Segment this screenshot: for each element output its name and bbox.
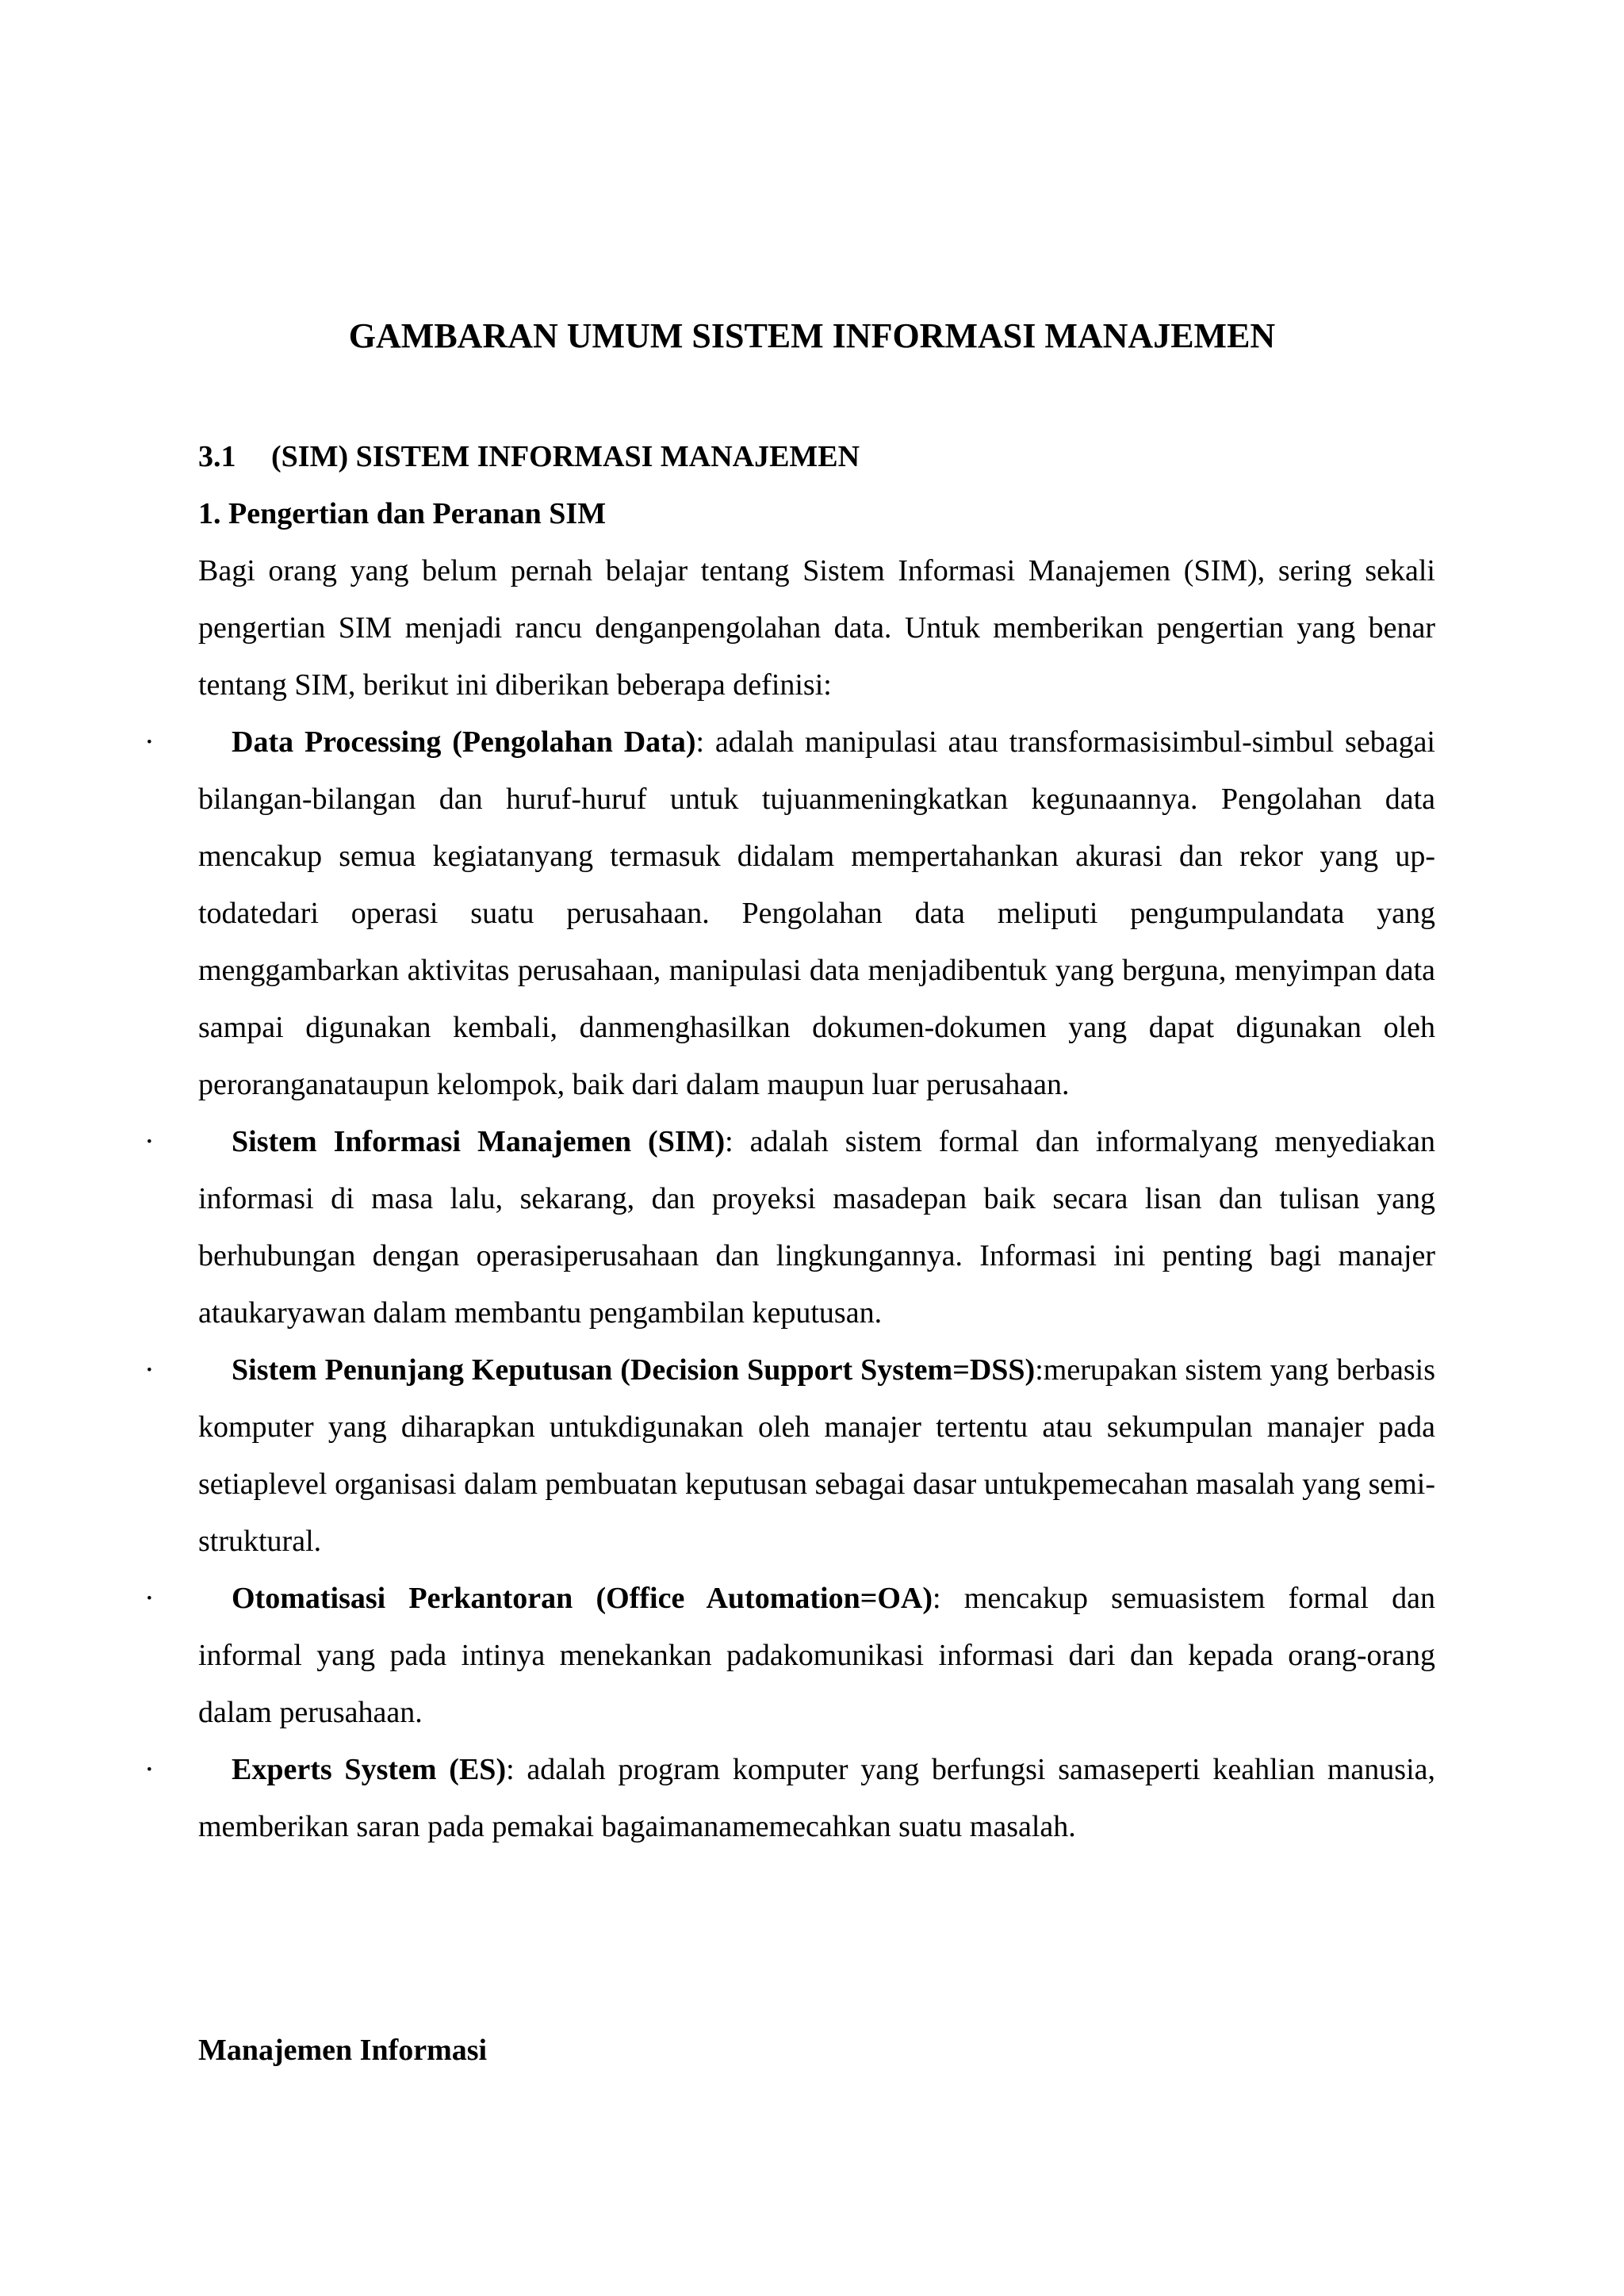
bullet-marker: ·: [144, 1353, 155, 1387]
definition-term: Data Processing (Pengolahan Data): [232, 725, 696, 759]
definition-item-es: [144, 1741, 1435, 1855]
definition-term: Otomatisasi Perkantoran (Office Automation=OA): [232, 1582, 933, 1615]
subsection-heading: 1. Pengertian dan Peranan SIM: [198, 497, 607, 530]
definition-term: Sistem Informasi Manajemen (SIM): [232, 1125, 726, 1158]
document-body: [144, 542, 1436, 1855]
definition-text: : adalah program komputer yang berfungsi samaseperti keahlian manusia, memberikan saran pada pemakai bagaimanamemecahkan suatu masalah.: [198, 1753, 1435, 1843]
definition-list: [144, 714, 1436, 1855]
bullet-marker: ·: [144, 1582, 155, 1615]
definition-text: :merupakan sistem yang berbasis komputer yang diharapkan untukdigunakan oleh manajer tertentu atau sekumpulan manajer pada setiaplevel organisasi dalam pembuatan keputusan sebagai dasar untukpemecahan masalah yang semi-struktural.: [198, 1353, 1436, 1558]
section-heading: [198, 428, 860, 485]
definition-term: Experts System (ES): [232, 1753, 507, 1786]
definition-text: : adalah manipulasi atau transformasisimbul-simbul sebagai bilangan-bilangan dan huruf-huruf untuk tujuanmeningkatkan kegunaannya. Pengolahan data mencakup semua kegiatanyang termasuk didalam mempertahankan akurasi dan rekor yang up-todatedari operasi suatu perusahaan. Pengolahan data meliputi pengumpulandata yang menggambarkan aktivitas perusahaan, manipulasi data menjadibentuk yang berguna, menyimpan data sampai digunakan kembali, danmenghasilkan dokumen-dokumen yang dapat digunakan oleh peroranganataupun kelompok, baik dari dalam maupun luar perusahaan.: [198, 725, 1435, 1101]
definition-item-data-processing: [144, 714, 1435, 1113]
section-number: 3.1: [198, 440, 236, 473]
bullet-marker: ·: [144, 1125, 155, 1158]
bullet-marker: ·: [144, 1753, 155, 1786]
definition-item-sim: [144, 1113, 1435, 1341]
definition-term: Sistem Penunjang Keputusan (Decision Support System=DSS): [232, 1353, 1036, 1387]
definition-text: : mencakup semuasistem formal dan informal yang pada intinya menekankan padakomunikasi informasi dari dan kepada orang-orang dalam perusahaan.: [198, 1582, 1435, 1729]
intro-paragraph: Bagi orang yang belum pernah belajar tentang Sistem Informasi Manajemen (SIM), sering sekali pengertian SIM menjadi rancu denganpengolahan data. Untuk memberikan pengertian yang benar tentang SIM, berikut ini diberikan beberapa definisi:: [198, 554, 1435, 702]
definition-item-oa: [144, 1570, 1435, 1741]
definition-item-dss: [144, 1341, 1436, 1570]
document-title: GAMBARAN UMUM SISTEM INFORMASI MANAJEMEN: [348, 316, 1276, 355]
manajemen-informasi-heading: Manajemen Informasi: [198, 2034, 488, 2067]
definition-text: : adalah sistem formal dan informalyang menyediakan informasi di masa lalu, sekarang, dan proyeksi masadepan baik secara lisan dan tulisan yang berhubungan dengan operasiperusahaan dan lingkungannya. Informasi ini penting bagi manajer ataukaryawan dalam membantu pengambilan keputusan.: [198, 1125, 1435, 1330]
bullet-marker: ·: [144, 725, 155, 759]
section-title: (SIM) SISTEM INFORMASI MANAJEMEN: [271, 440, 860, 473]
